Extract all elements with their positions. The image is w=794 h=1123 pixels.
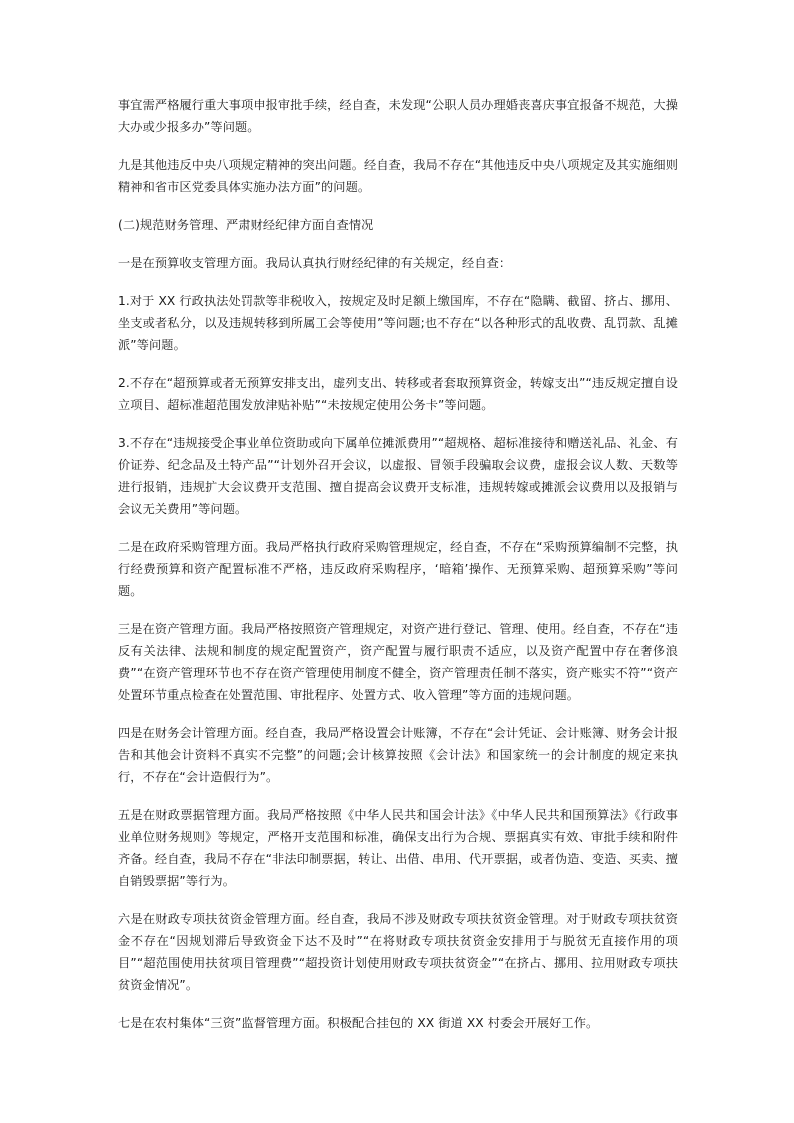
paragraph-accounting: 四是在财务会计管理方面。经自查，我局严格设置会计账簿，不存在“会计凭证、会计账簿、财务会计报告和其他会计资料不真实不完整”的问题;会计核算按照《会计法》和国家统一的会计制度的规定来执行，不存在“会计造假行为”。 <box>118 726 678 784</box>
paragraph-poverty-funds: 六是在财政专项扶贫资金管理方面。经自查，我局不涉及财政专项扶贫资金管理。对于财政专项扶贫资金不存在“因规划滞后导致资金下达不及时”“在将财政专项扶贫资金安排用于与脱贫无直接作用的项目”“超范围使用扶贫项目管理费”“超投资计划使用财政专项扶贫资金”“在挤占、挪用、拉用财政专项扶贫资金情况”。 <box>118 912 678 992</box>
section-heading-finance: (二)规范财务管理、严肃财经纪律方面自查情况 <box>118 218 374 232</box>
paragraph-item-1: 1.对于 XX 行政执法处罚款等非税收入，按规定及时足额上缴国库，不存在“隐瞒、截留、挤占、挪用、坐支或者私分，以及违规转移到所属工会等使用”等问题;也不存在“以各种形式的乱收费、乱罚款、乱摊派”等问题。 <box>118 294 678 352</box>
paragraph-wedding-reporting: 事宜需严格履行重大事项申报审批手续，经自查，未发现“公职人员办理婚丧喜庆事宜报备不规范，大操大办或少报多办”等问题。 <box>118 98 678 134</box>
paragraph-ninth-item: 九是其他违反中央八项规定精神的突出问题。经自查，我局不存在“其他违反中央八项规定及其实施细则精神和省市区党委具体实施办法方面”的问题。 <box>118 158 678 194</box>
paragraph-rural-assets: 七是在农村集体“三资”监督管理方面。积极配合挂包的 XX 街道 XX 村委会开展好工作。 <box>118 1016 599 1030</box>
paragraph-item-3: 3.不存在“违规接受企事业单位资助或向下属单位摊派费用”“超规格、超标准接待和赠送礼品、礼金、有价证券、纪念品及土特产品”“计划外召开会议，以虚报、冒领手段骗取会议费，虚报会议人数、天数等进行报销，违规扩大会议费开支范围、擅自提高会议费开支标准，违规转嫁或摊派会议费用以及报销与会议无关费用”等问题。 <box>118 436 678 516</box>
paragraph-procurement: 二是在政府采购管理方面。我局严格执行政府采购管理规定，经自查，不存在“采购预算编制不完整，执行经费预算和资产配置标准不严格，违反政府采购程序，‘暗箱’操作、无预算采购、超预算采购”等问题。 <box>118 540 678 598</box>
paragraph-item-2: 2.不存在“超预算或者无预算安排支出，虚列支出、转移或者套取预算资金，转嫁支出”“违反规定擅自设立项目、超标准超范围发放津贴补贴”“未按规定使用公务卡”等问题。 <box>118 376 678 412</box>
paragraph-budget-management: 一是在预算收支管理方面。我局认真执行财经纪律的有关规定，经自查： <box>118 256 512 270</box>
paragraph-receipts: 五是在财政票据管理方面。我局严格按照《中华人民共和国会计法》《中华人民共和国预算法》《行政事业单位财务规则》等规定，严格开支范围和标准，确保支出行为合规、票据真实有效、审批手续和附件齐备。经自查，我局不存在“非法印制票据，转让、出借、串用、代开票据，或者伪造、变造、买卖、擅自销毁票据”等行为。 <box>118 808 678 888</box>
document-page <box>118 94 678 1034</box>
paragraph-asset-management: 三是在资产管理方面。我局严格按照资产管理规定，对资产进行登记、管理、使用。经自查，不存在“违反有关法律、法规和制度的规定配置资产，资产配置与履行职责不适应，以及资产配置中存在奢侈浪费”“在资产管理环节也不存在资产管理使用制度不健全，资产管理责任制不落实，资产账实不符”“资产处置环节重点检查在处置范围、审批程序、处置方式、收入管理”等方面的违规问题。 <box>118 622 678 702</box>
